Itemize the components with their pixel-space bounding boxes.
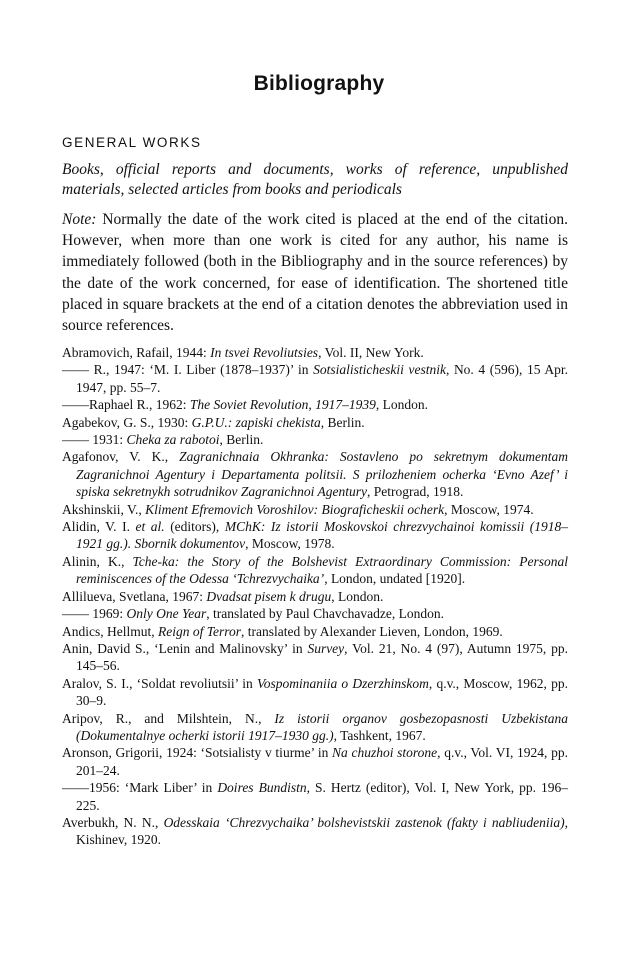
bibliography-list <box>62 344 568 849</box>
entry-title-italic: Kliment Efremovich Voroshilov: Biograficheskii ocherk <box>145 501 445 517</box>
entry-title-italic: Only One Year <box>126 606 207 622</box>
bibliography-entry <box>62 431 568 448</box>
bibliography-entry <box>62 779 568 814</box>
entry-text: (editors), <box>164 519 225 535</box>
entry-text: , translated by Alexander Lieven, London, 1969. <box>241 623 503 639</box>
entry-title-italic: et al. <box>135 519 165 535</box>
bibliography-entry <box>62 501 568 518</box>
entry-text: , Vol. 21, No. 4 (97), Autumn 1975, pp. 145–56. <box>76 640 568 674</box>
entry-text: ——1956: ‘Mark Liber’ in <box>62 780 218 796</box>
bibliography-entry <box>62 814 568 849</box>
entry-text: , No. 4 (596), 15 Apr. 1947, pp. 55–7. <box>76 362 568 395</box>
entry-text: , Kishinev, 1920. <box>76 814 568 848</box>
entry-title-italic: Iz istorii organov gosbezopasnosti Uzbekistana (Dokumentalnye ocherki istorii 1917–1930 gg.) <box>76 710 568 743</box>
entry-text: —— R., 1947: ‘M. I. Liber (1878–1937)’ in <box>62 362 314 378</box>
entry-title-italic: Cheka za rabotoi <box>126 432 220 448</box>
entry-title-italic: G.P.U.: zapiski chekista <box>191 414 321 430</box>
entry-text: , q.v., Moscow, 1962, pp. 30–9. <box>76 675 568 709</box>
entry-text: Averbukh, N. N., <box>62 814 164 830</box>
entry-text: Alidin, V. I. <box>62 519 136 535</box>
note-label: Note: <box>62 211 97 228</box>
entry-text: Aralov, S. I., ‘Soldat revoliutsii’ in <box>62 675 257 691</box>
note-paragraph <box>62 209 568 336</box>
bibliography-entry <box>62 518 568 553</box>
bibliography-entry <box>62 553 568 588</box>
page-title: Bibliography <box>253 72 385 95</box>
entry-text: , Tashkent, 1967. <box>333 727 426 743</box>
entry-title-italic: Doires Bundistn <box>217 780 307 796</box>
entry-title-italic: Odesskaia ‘Chrezvychaika’ bolshevistskii zastenok (fakty i nabliudeniia) <box>163 814 565 830</box>
entry-text: —— 1931: <box>62 432 127 448</box>
entry-text: , Moscow, 1974. <box>444 501 534 517</box>
entry-text: , London. <box>375 397 428 413</box>
entry-text: Aronson, Grigorii, 1924: ‘Sotsialisty v tiurme’ in <box>62 745 333 761</box>
entry-title-italic: Na chuzhoi storone <box>332 745 438 761</box>
entry-title-italic: The Soviet Revolution, 1917–1939 <box>189 397 376 413</box>
bibliography-entry <box>62 344 568 361</box>
entry-title-italic: MChK: Iz istorii Moskovskoi chrezvychainoi komissii (1918–1921 gg.). Sbornik dokumentov <box>76 519 569 552</box>
entry-title-italic: Dvadsat pisem k drugu <box>206 588 332 604</box>
entry-title-italic: Vospominaniia o Dzerzhinskom <box>256 675 429 691</box>
bibliography-entry <box>62 675 568 710</box>
entry-title-italic: Survey <box>307 640 345 656</box>
entry-text: Alinin, K., <box>62 553 133 569</box>
entry-text: , S. Hertz (editor), Vol. I, New York, pp. 196–225. <box>76 780 569 813</box>
entry-text: , Moscow, 1978. <box>245 536 335 552</box>
bibliography-entry <box>62 605 568 622</box>
entry-text: , translated by Paul Chavchavadze, London. <box>206 606 444 622</box>
entry-title-italic: Sotsialisticheskii vestnik <box>313 362 446 378</box>
entry-text: Aripov, R., and Milshtein, N., <box>62 710 275 726</box>
bibliography-entry <box>62 448 568 500</box>
entry-text: , Petrograd, 1918. <box>366 484 464 500</box>
entry-text: Allilueva, Svetlana, 1967: <box>62 588 207 604</box>
bibliography-entry <box>62 744 568 779</box>
entry-text: , q.v., Vol. VI, 1924, pp. 201–24. <box>76 745 568 778</box>
bibliography-entry <box>62 588 568 605</box>
entry-text: Agabekov, G. S., 1930: <box>62 414 192 430</box>
entry-title-italic: Tche-ka: the Story of the Bolshevist Extraordinary Commission: Personal reminiscences of the Odessa ‘Tchrezvychaika’ <box>76 553 568 587</box>
bibliography-entry <box>62 414 568 431</box>
entry-text: , London, undated [1920]. <box>324 571 466 587</box>
entry-title-italic: Zagranichnaia Okhranka: Sostavleno po sekretnym dokumentam Zagranichnoi Agentury i Departamenta politsii. S prilozheniem ocherka ‘Evno Azef’ i spiska sekretnykh sotrudnikov Zagranichnoi Agentury <box>76 449 569 500</box>
bibliography-entry <box>62 361 568 396</box>
entry-text: Abramovich, Rafail, 1944: <box>62 345 211 360</box>
bibliography-entry <box>62 623 568 640</box>
entry-text: Agafonov, V. K., <box>62 449 180 465</box>
entry-text: , Berlin. <box>320 414 365 430</box>
entry-text: Andics, Hellmut, <box>62 623 158 639</box>
bibliography-entry <box>62 640 568 675</box>
bibliography-entry <box>62 396 568 413</box>
entry-text: Anin, David S., ‘Lenin and Malinovsky’ in <box>62 640 308 656</box>
bibliography-entry <box>62 710 568 745</box>
entry-text: , Vol. II, New York. <box>318 345 424 360</box>
entry-text: —— 1969: <box>62 606 127 622</box>
entry-title-italic: Reign of Terror <box>158 623 242 639</box>
entry-text: ——Raphael R., 1962: <box>62 397 190 413</box>
section-subtitle: Books, official reports and documents, works of reference, unpublished materials, selected articles from books and periodicals <box>62 161 568 198</box>
entry-title-italic: In tsvei Revoliutsies <box>210 345 319 360</box>
note-text: Normally the date of the work cited is placed at the end of the citation. However, when more than one work is cited for any author, his name is immediately followed (both in the Bibliography and in the source references) by the date of the work concerned, for ease of identification. The shortened title placed in square brackets at the end of a citation denotes the abbreviation used in source references. <box>62 211 568 335</box>
entry-text: Akshinskii, V., <box>62 501 146 517</box>
entry-text: , London. <box>331 588 384 604</box>
entry-text: , Berlin. <box>219 432 264 448</box>
section-heading: GENERAL WORKS <box>62 135 202 150</box>
